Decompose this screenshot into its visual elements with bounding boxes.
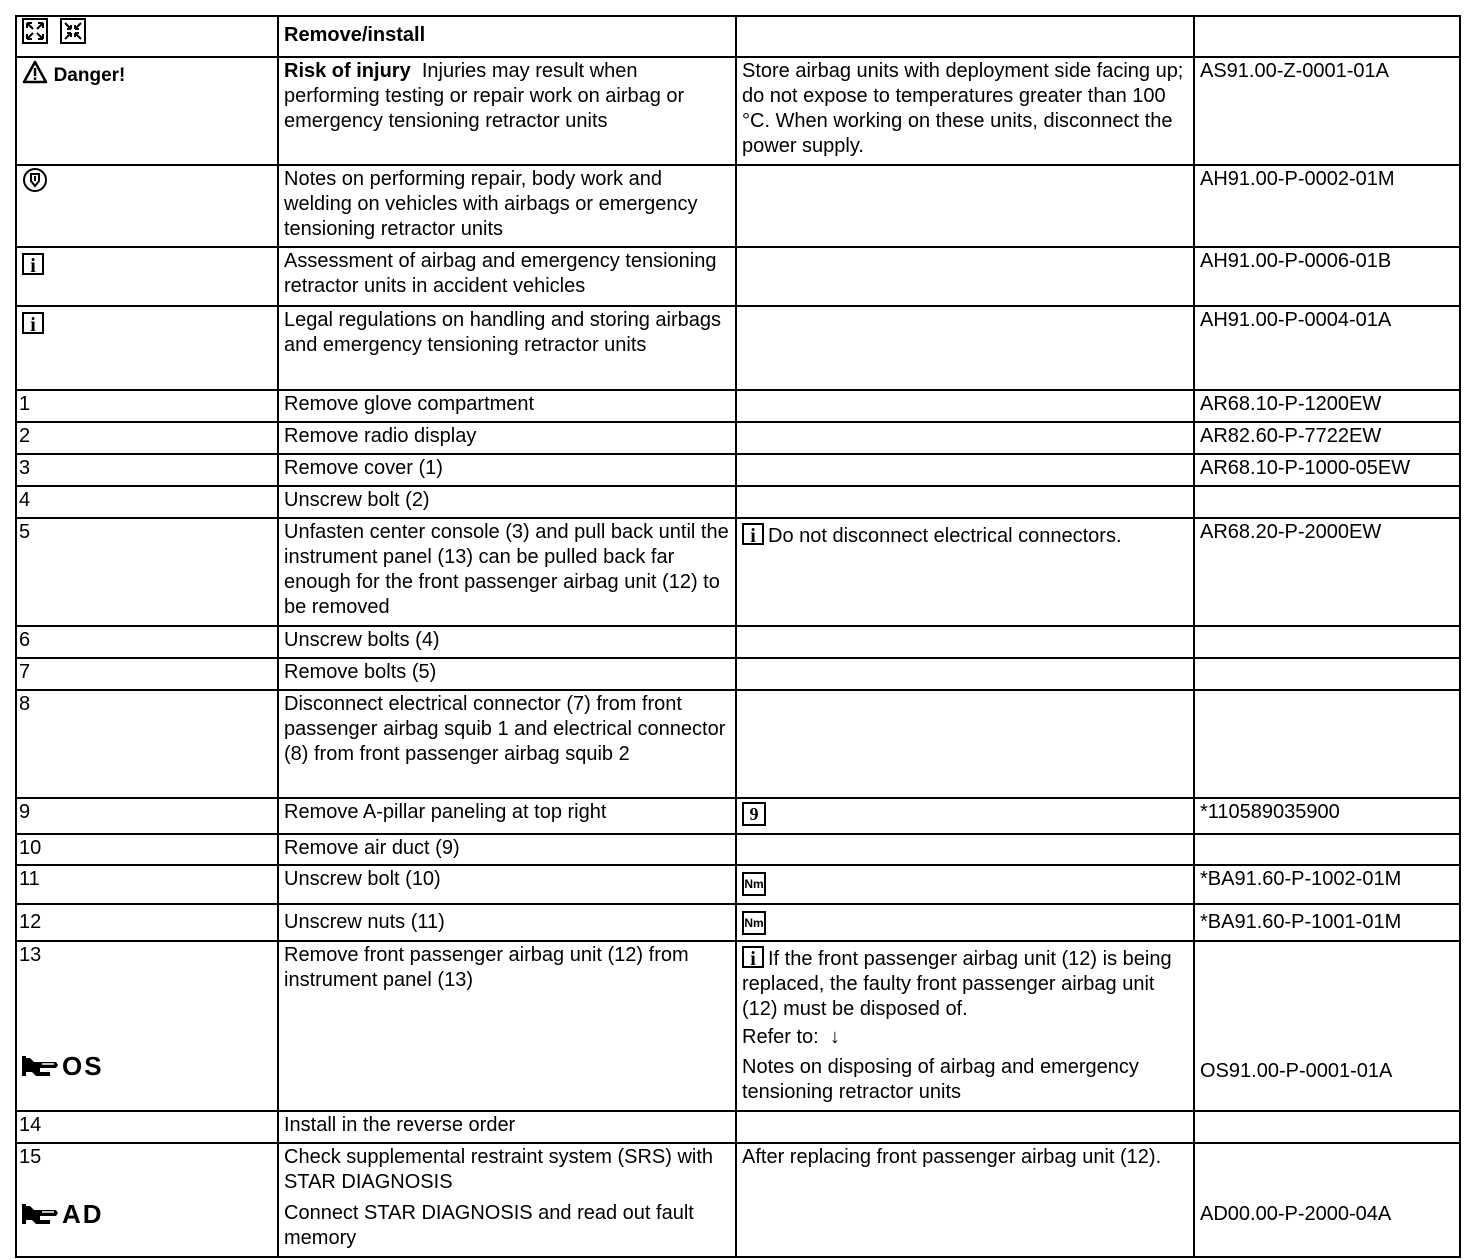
note-icon-cell xyxy=(16,247,278,306)
refer-line xyxy=(742,1025,1188,1050)
step-ref[interactable]: *BA91.60-P-1002-01M xyxy=(1194,865,1460,904)
note-empty xyxy=(736,247,1194,306)
step-number: 12 xyxy=(16,904,278,941)
step-text: Disconnect electrical connector (7) from front passenger airbag squib 1 and electrical connector (8) from front passenger airbag squib 2 xyxy=(278,690,736,798)
step-number: 11 xyxy=(16,865,278,904)
step-ref[interactable]: AR68.20-P-2000EW xyxy=(1194,518,1460,626)
collapse-icon[interactable] xyxy=(60,18,86,51)
note-text: Assessment of airbag and emergency tensioning retractor units in accident vehicles xyxy=(278,247,736,306)
danger-text: Injuries may result when performing testing or repair work on airbag or emergency tensioning retractor units xyxy=(284,60,685,132)
step-text: Unscrew nuts (11) xyxy=(278,904,736,941)
note-icon-cell xyxy=(16,306,278,390)
step-ref[interactable]: AR68.10-P-1000-05EW xyxy=(1194,454,1460,486)
step-row xyxy=(16,941,1460,1111)
step-text: Unscrew bolt (10) xyxy=(278,865,736,904)
step-text: Unscrew bolts (4) xyxy=(278,626,736,658)
step-note: Do not disconnect electrical connectors. xyxy=(768,525,1122,547)
step-number: 9 xyxy=(16,798,278,834)
step-number: 2 xyxy=(16,422,278,454)
step-text: Remove front passenger airbag unit (12) from instrument panel (13) xyxy=(278,941,736,1111)
step-text-cell xyxy=(278,1143,736,1257)
step-row xyxy=(16,798,1460,834)
info-icon: i xyxy=(742,946,764,968)
note-row xyxy=(16,165,1460,247)
step-ref xyxy=(1194,1111,1460,1143)
step-ref-cell xyxy=(1194,941,1460,1111)
danger-title: Risk of injury xyxy=(284,60,411,82)
pointing-hand-icon xyxy=(20,1052,60,1080)
step-number: 13 xyxy=(19,944,42,966)
step-row xyxy=(16,626,1460,658)
step-number-cell xyxy=(16,1143,278,1257)
step-note xyxy=(736,454,1194,486)
step-ref[interactable]: OS91.00-P-0001-01A xyxy=(1200,1060,1393,1082)
step-ref[interactable]: AR68.10-P-1200EW xyxy=(1194,390,1460,422)
note-ref[interactable]: AH91.00-P-0002-01M xyxy=(1194,165,1460,247)
step-note-cell xyxy=(736,904,1194,941)
step-text: Remove glove compartment xyxy=(278,390,736,422)
step-number: 6 xyxy=(16,626,278,658)
step-text: Unfasten center console (3) and pull back until the instrument panel (13) can be pulled back far enough for the front passenger airbag unit (12) to be removed xyxy=(278,518,736,626)
step-note xyxy=(736,486,1194,518)
step-row xyxy=(16,904,1460,941)
expand-icon[interactable] xyxy=(22,18,48,51)
step-row xyxy=(16,658,1460,690)
note-ref[interactable]: AH91.00-P-0006-01B xyxy=(1194,247,1460,306)
step-note-cell xyxy=(736,865,1194,904)
step-ref xyxy=(1194,626,1460,658)
step-number: 4 xyxy=(16,486,278,518)
step-row xyxy=(16,390,1460,422)
step-ref[interactable]: *BA91.60-P-1001-01M xyxy=(1194,904,1460,941)
danger-ref[interactable]: AS91.00-Z-0001-01A xyxy=(1194,57,1460,165)
step-row xyxy=(16,865,1460,904)
step-row xyxy=(16,1111,1460,1143)
info-icon: i xyxy=(22,312,44,334)
step-ref xyxy=(1194,658,1460,690)
step-note xyxy=(736,658,1194,690)
step-text: Remove air duct (9) xyxy=(278,834,736,865)
step-row xyxy=(16,422,1460,454)
step-note xyxy=(736,1111,1194,1143)
note-text: Notes on performing repair, body work and welding on vehicles with airbags or emergency tensioning retractor units xyxy=(278,165,736,247)
header-icons-cell xyxy=(16,16,278,57)
header-row xyxy=(16,16,1460,57)
note-row xyxy=(16,306,1460,390)
step-note xyxy=(736,690,1194,798)
step-ref[interactable]: AR82.60-P-7722EW xyxy=(1194,422,1460,454)
step-number: 7 xyxy=(16,658,278,690)
step-note2: Notes on disposing of airbag and emergency tensioning retractor units xyxy=(742,1056,1139,1103)
step-note xyxy=(736,422,1194,454)
os-tag[interactable] xyxy=(20,1052,104,1080)
step-row xyxy=(16,834,1460,865)
step-row xyxy=(16,486,1460,518)
note-ref[interactable]: AH91.00-P-0004-01A xyxy=(1194,306,1460,390)
step-note-cell xyxy=(736,941,1194,1111)
refer-label: Refer to: xyxy=(742,1026,819,1048)
note-text: Legal regulations on handling and storing airbags and emergency tensioning retractor units xyxy=(278,306,736,390)
step-number: 5 xyxy=(16,518,278,626)
step-note xyxy=(736,390,1194,422)
warning-triangle-icon xyxy=(22,60,48,91)
step-ref[interactable]: AD00.00-P-2000-04A xyxy=(1200,1203,1392,1225)
info-icon: i xyxy=(22,253,44,275)
note-row xyxy=(16,247,1460,306)
step-note-cell xyxy=(736,518,1194,626)
step-ref xyxy=(1194,690,1460,798)
header-empty xyxy=(1194,16,1460,57)
step-text: Unscrew bolt (2) xyxy=(278,486,736,518)
step-row xyxy=(16,1143,1460,1257)
note-empty xyxy=(736,306,1194,390)
step-note-cell xyxy=(736,798,1194,834)
step-text: Remove cover (1) xyxy=(278,454,736,486)
step-row xyxy=(16,518,1460,626)
torque-icon[interactable]: Nm xyxy=(742,872,766,896)
danger-row xyxy=(16,57,1460,165)
danger-label: Danger! xyxy=(53,64,126,86)
procedure-table xyxy=(15,15,1461,1258)
step-text: Remove A-pillar paneling at top right xyxy=(278,798,736,834)
step-text2: Connect STAR DIAGNOSIS and read out fault memory xyxy=(284,1202,694,1249)
danger-note: Store airbag units with deployment side facing up; do not expose to temperatures greater than 100 °C. When working on these units, disconnect the power supply. xyxy=(736,57,1194,165)
info-icon: i xyxy=(742,523,764,545)
danger-text-cell xyxy=(278,57,736,165)
step-note: After replacing front passenger airbag unit (12). xyxy=(736,1143,1194,1257)
ad-tag[interactable] xyxy=(20,1200,104,1228)
danger-cell xyxy=(16,57,278,165)
step-text: Remove bolts (5) xyxy=(278,658,736,690)
step-ref-cell xyxy=(1194,1143,1460,1257)
header-title: Remove/install xyxy=(278,16,736,57)
step-ref xyxy=(1194,834,1460,865)
step-number-cell xyxy=(16,941,278,1111)
step-note xyxy=(736,834,1194,865)
header-empty xyxy=(736,16,1194,57)
step-text: Check supplemental restraint system (SRS) with STAR DIAGNOSIS xyxy=(284,1146,714,1193)
step-text: Remove radio display xyxy=(278,422,736,454)
os-tag-label: OS xyxy=(62,1050,104,1081)
step-ref[interactable]: *110589035900 xyxy=(1194,798,1460,834)
step-ref xyxy=(1194,486,1460,518)
note-icon-cell xyxy=(16,165,278,247)
notes-icon xyxy=(22,167,48,200)
pointing-hand-icon xyxy=(20,1200,60,1228)
torque-icon[interactable]: Nm xyxy=(742,911,766,935)
step-text: Install in the reverse order xyxy=(278,1111,736,1143)
step-note xyxy=(736,626,1194,658)
step-number: 8 xyxy=(16,690,278,798)
step-number: 1 xyxy=(16,390,278,422)
step-number: 14 xyxy=(16,1111,278,1143)
step-note: If the front passenger airbag unit (12) is being replaced, the faulty front passenger airbag unit (12) must be disposed of. xyxy=(742,948,1172,1020)
step-row xyxy=(16,690,1460,798)
note-empty xyxy=(736,165,1194,247)
step-number: 15 xyxy=(19,1146,42,1168)
ad-tag-label: AD xyxy=(62,1198,104,1229)
step-row xyxy=(16,454,1460,486)
step-number: 10 xyxy=(16,834,278,865)
special-tool-icon[interactable]: 9 xyxy=(742,802,766,826)
step-number: 3 xyxy=(16,454,278,486)
arrow-down-icon[interactable]: ↓ xyxy=(829,1026,840,1048)
